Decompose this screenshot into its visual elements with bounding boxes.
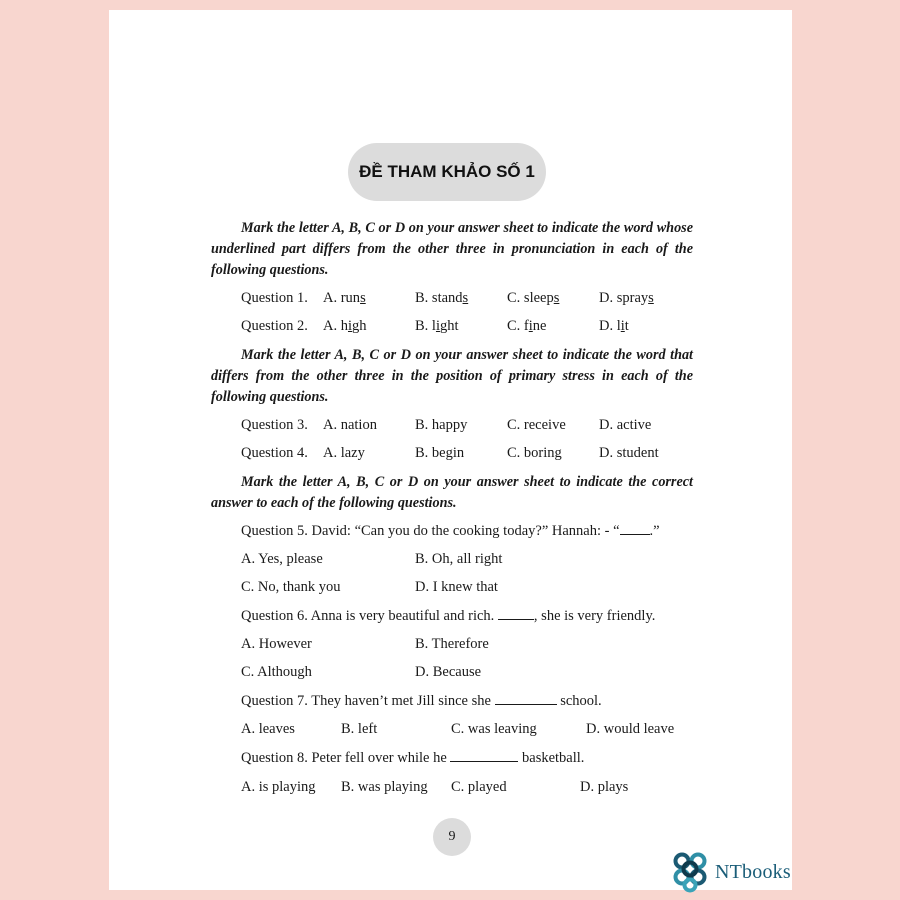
question-7-option-b: B. left: [341, 721, 378, 737]
instruction-text: Mark the letter A, B, C or D on your answer sheet to indicate the word whose underlined part differs from the other three in pronunciation in each of the following questions.: [211, 220, 693, 278]
question-8-option-d: D. plays: [580, 779, 629, 795]
answer-blank: [620, 522, 650, 535]
question-1-option-c: C. sleeps: [507, 290, 560, 306]
question-5-option-c: C. No, thank you: [241, 579, 341, 595]
question-4-label: Question 4.: [241, 445, 308, 461]
question-2-option-d: D. lit: [599, 318, 629, 334]
instruction-correct-answer: [211, 472, 693, 514]
question-3-label: Question 3.: [241, 417, 308, 433]
ntbooks-logo: [667, 849, 791, 895]
question-4-option-a: A. lazy: [323, 445, 365, 461]
instruction-text: Mark the letter A, B, C or D on your answer sheet to indicate the correct answer to each of the following questions.: [211, 474, 693, 511]
question-5-stem: Question 5. David: “Can you do the cooking today?” Hannah: - “ .”: [241, 523, 660, 539]
logo-text: NTbooks: [715, 860, 791, 883]
question-5-option-b: B. Oh, all right: [415, 551, 503, 567]
question-7-option-d: D. would leave: [586, 721, 675, 737]
question-6-stem: Question 6. Anna is very beautiful and rich. , she is very friendly.: [241, 608, 656, 624]
question-6-option-d: D. Because: [415, 664, 482, 680]
underlined-part: s: [462, 290, 469, 306]
underlined-part: s: [360, 290, 366, 306]
question-5-option-a: A. Yes, please: [241, 551, 323, 567]
question-3-option-d: D. active: [599, 417, 652, 433]
underlined-part: s: [553, 290, 560, 306]
question-8-option-b: B. was playing: [341, 779, 428, 795]
question-6-option-b: B. Therefore: [415, 636, 489, 652]
instruction-stress: [211, 345, 693, 408]
page-title: ĐỀ THAM KHẢO SỐ 1: [348, 143, 546, 201]
logo-knot-icon: [667, 849, 713, 895]
question-1-option-d: D. sprays: [599, 290, 654, 306]
question-5-option-d: D. I knew that: [415, 579, 498, 595]
question-1-option-b: B. stands: [415, 290, 469, 306]
answer-blank: [495, 692, 557, 705]
page-number: 9: [433, 818, 471, 856]
question-6-option-a: A. However: [241, 636, 312, 652]
underlined-part: i: [435, 318, 440, 334]
question-2-option-b: B. light: [415, 318, 459, 334]
question-4-option-b: B. begin: [415, 445, 465, 461]
question-3-option-a: A. nation: [323, 417, 377, 433]
answer-blank: [498, 607, 534, 620]
question-7-stem: Question 7. They haven’t met Jill since she school.: [241, 693, 602, 709]
underlined-part: s: [648, 290, 654, 306]
underlined-part: i: [528, 318, 533, 334]
answer-blank: [450, 749, 518, 762]
question-1-option-a: A. runs: [323, 290, 366, 306]
question-2-option-c: C. fine: [507, 318, 547, 334]
question-3-option-c: C. receive: [507, 417, 566, 433]
question-1-label: Question 1.: [241, 290, 308, 306]
question-2-label: Question 2.: [241, 318, 308, 334]
instruction-pronunciation: [211, 218, 693, 281]
question-6-option-c: C. Although: [241, 664, 312, 680]
question-4-option-d: D. student: [599, 445, 659, 461]
question-3-option-b: B. happy: [415, 417, 468, 433]
question-8-option-c: C. played: [451, 779, 507, 795]
question-8-stem: Question 8. Peter fell over while he basketball.: [241, 750, 585, 766]
question-2-option-a: A. high: [323, 318, 367, 334]
underlined-part: i: [620, 318, 625, 334]
question-8-option-a: A. is playing: [241, 779, 316, 795]
underlined-part: i: [347, 318, 353, 334]
question-7-option-a: A. leaves: [241, 721, 295, 737]
question-4-option-c: C. boring: [507, 445, 562, 461]
question-7-option-c: C. was leaving: [451, 721, 537, 737]
instruction-text: Mark the letter A, B, C or D on your answer sheet to indicate the word that differs from the other three in the position of primary stress in each of the following questions.: [211, 347, 693, 405]
